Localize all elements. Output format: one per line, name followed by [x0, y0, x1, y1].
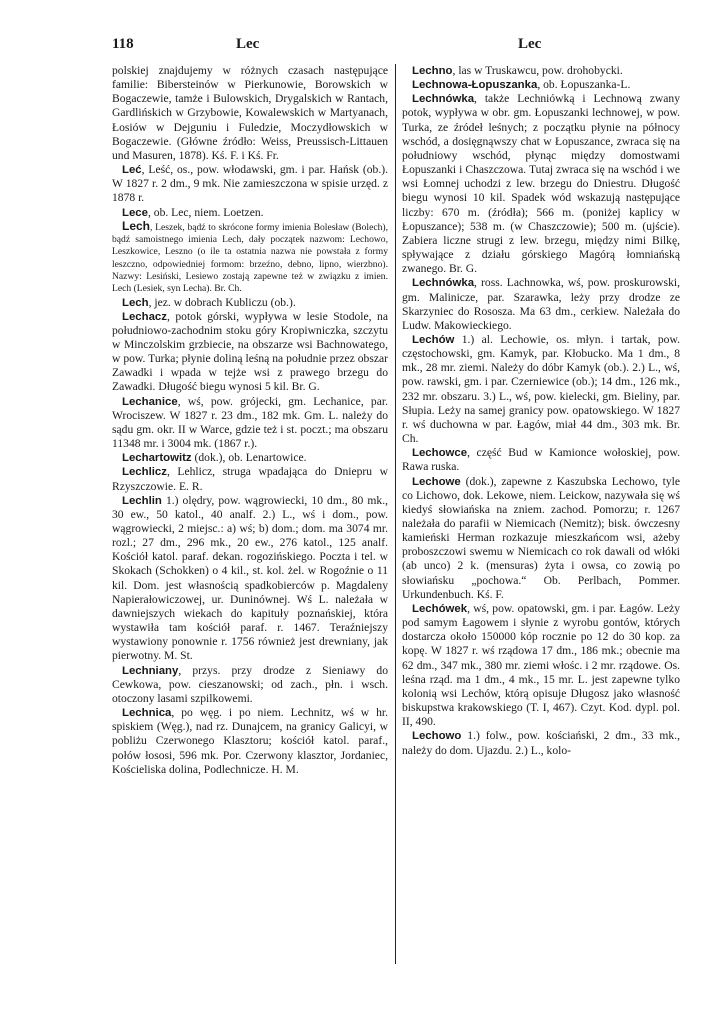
entry-headword: Lechnowa-Łopuszanka: [412, 79, 538, 92]
dictionary-entry: [402, 602, 680, 729]
entry-headword: Lechów: [412, 333, 455, 346]
dictionary-entry: [112, 494, 388, 664]
entry-text: , Lehlicz, struga wpadająca do Dniepru w Rzyszczowie. E. R.: [112, 465, 388, 493]
dictionary-entry: [112, 664, 388, 706]
entry-text: , po węg. i po niem. Lechnitz, wś w hr. spiskiem (Węg.), nad rz. Dunajcem, na granicy Galicyi, w pobliżu Czerwonego Klasztoru; kościół katol. paraf., połów łososi, 596 mk. Por. Czerwony klasztor, Jordaniec, Kościeliska dolina, Podlechnicze. H. M.: [112, 706, 388, 776]
dictionary-entry: [402, 276, 680, 333]
entry-text: , część Bud w Kamionce wołoskiej, pow. Rawa ruska.: [402, 446, 680, 474]
entry-text: , Leść, os., pow. włodawski, gm. i par. Hańsk (ob.). W 1827 r. 2 dm., 9 mk. Nie zamieszczona w spisie urzęd. z 1878 r.: [112, 163, 388, 205]
entry-text: polskiej znajdujemy w różnych czasach następujące familie: Bibersteinów w Pierkunowie, Borowskich w Bogaczewie, tamże i Bulowskich, Drygalskich w Rantach, Gardlińskich w Grzybowie, Kowalewskich w Martyanach, Łosiów w Dejguniu i Fuledzie, Moczydłowskich w Bogaczewie. (Główne źródło: Weiss, Preussisch-Littauen und Masuren, 1878). Kś. F. i Kś. Fr.: [112, 64, 388, 162]
entry-headword: Lechartowitz: [122, 452, 192, 465]
dictionary-entry: [402, 446, 680, 474]
dictionary-entry: [112, 706, 388, 777]
entry-headword: Lech: [122, 218, 151, 233]
entry-headword: Lechacz: [122, 310, 167, 323]
entry-text: , także Lechniówką i Lechnową zwany potok, wypływa w obr. gm. Łopuszanki lechnowej, w pow. Turka, ze źródeł leśnych; z początku płynie na północy wschód, a dosięgnąwszy chat w Łopuszance, zwraca się na południowy wschód, płynąc między domostwami Łopuszanki i Chaszczowa. Tutaj zwraca się na wschód i we wsi Łomnej uchodzi z lew. brzegu do Dniestru. Długość biegu wynosi 10 kil. Spadek wód wskazują następujące liczby: 670 m. (źródła); 566 m. (poniżej kaplicy w Łopuszance); 538 m. (w Chaszczowie); 500 m. (ujście). Zabiera liczne strugi z lew. brzegu, między nimi Bilkę, spływające z działu górskiego Magórą łomniańską zwanego. Br. G.: [402, 92, 680, 276]
entry-text: (dok.), zapewne z Kaszubska Lechowo, tyle co Lichowo, dok. Lekowe, niem. Leickow, nazywała się wś kiedyś słowiańska na zniem. zachod. Pomorzu; r. 1267 należała do parafii w Niemicach (Nemitz); bisk. ówczesny kamieński Herman rozkazuje mieszkańcom wsi, ażeby proboszczowi swemu w Niemicach co rok dawali od włóki (ab unco) 2 k. (mensuras) żyta i owsa, co zowią po słowiańsku „pochowa.“ Ob. Perlbach, Pommer. Urkundenbuch. Kś. F.: [402, 474, 680, 601]
entry-text: , przys. przy drodze z Sieniawy do Cewkowa, pow. cieszanowski; od zach., płn. i wsch. otoczony lasami szpilkowemi.: [112, 663, 388, 705]
entry-text: , ob. Lec, niem. Loetzen.: [147, 205, 264, 219]
dictionary-entry: [402, 92, 680, 276]
left-column: [112, 64, 388, 777]
entry-headword: Lechniany: [122, 664, 179, 677]
entry-headword: Lece: [122, 206, 148, 219]
dictionary-entry: [402, 64, 680, 78]
entry-headword: Lechanice: [122, 395, 178, 408]
entry-headword: Lechowce: [412, 447, 468, 460]
entry-text: 1.) olędry, pow. wągrowiecki, 10 dm., 80 mk., 30 ew., 50 katol., 40 analf. 2.) L., wś i dom., pow. wągrowiecki, 2 miejsc.: a) wś; b) dom.; dom. ma 3074 mr. rozl.; 27 dm., 296 mk., 20 ew., 276 katol., 125 analf. Kościół katol. paraf. dekan. rogozińskiego. Poczta i tel. w Skokach (Schokken) o 4 kil., st. kol. żel. w Rogoźnie o 11 kil. Dom. jest własnością spadkobierców p. Magdaleny Napierałowiczowej, ur. Duninównej. Wś L. należała w dawniejszych wiekach do kapituły poznańskiej, która wystawiła tam kościół paraf. r. 1467. Teraźniejszy wystawiony ponownie r. 1756 również jest drewniany, jak pierwotny. M. St.: [112, 493, 388, 663]
entry-text: , wś, pow. opatowski, gm. i par. Łagów. Leży pod samym Łagowem i słynie z wyrobu gontów, których dostarcza około 150000 kóp rocznie po 12 do 30 kop. za kopę. W 1827 r. wś rządowa 17 dm., 186 mk.; obecnie ma 62 dm., 347 mk., 380 mr. ziemi włośc. i 2 mr. rządowe. Os. leśna rząd. ma 1 dm., 4 mk., 15 mr. L. jest zapewne tylko kolonią wsi Lechów, którą opisuje Długosz jako własność biskupstwa krakowskiego (T. I, 467). Czyt. Kod. dypl. pol. II, 490.: [402, 601, 680, 729]
dictionary-entry: [402, 729, 680, 757]
entry-headword: Lechnica: [122, 707, 172, 720]
entry-headword: Lechowe: [412, 475, 461, 488]
entry-headword: Leć: [122, 164, 142, 177]
entry-text: , las w Truskawcu, pow. drohobycki.: [452, 64, 623, 77]
dictionary-entry: [112, 465, 388, 493]
entry-headword: Lech: [122, 296, 149, 309]
entry-text: , jez. w dobrach Kubliczu (ob.).: [148, 295, 296, 309]
entry-text: , Leszek, bądź to skrócone formy imienia Bolesław (Bolech), bądź samoistnego imienia Lech, dały początek nazwom: Lechowo, Leszkowice, Leszno (o ile ta ostatnia nazwa nie powstała z formy leszczno, odpowiedniej formom: brzeźno, debno, lipno, wierzbno). Nazwy: Lesiński, Lesiewo zostają zapewne też w związku z imien. Lech (Lesiek, syn Lecha). Br. Ch.: [112, 221, 388, 295]
entry-headword: Lechlin: [122, 494, 162, 507]
entry-headword: Lechówek: [412, 602, 468, 615]
dictionary-entry: [112, 206, 388, 220]
entry-text: , ob. Łopuszanka-L.: [537, 78, 631, 92]
entry-text: , ross. Lachnowka, wś, pow. proskurowski, gm. Malinicze, par. Szarawka, leży przy drodze ze Skarzyniec do Rososza. Ma 63 dm., cerkiew. Należała do Ludw. Makowieckiego.: [402, 276, 680, 332]
dictionary-entry: [112, 220, 388, 296]
dictionary-entry: [112, 163, 388, 205]
dictionary-entry: [112, 310, 388, 395]
entry-headword: Lechnówka: [412, 277, 475, 290]
running-title-right: Lec: [518, 36, 542, 52]
dictionary-entry: [112, 451, 388, 465]
entry-text: , wś, pow. grójecki, gm. Lechanice, par. Wrociszew. W 1827 r. 23 dm., 182 mk. Gm. L. należy do sądu gm. okr. II w Warce, gdzie też i st. poczt.; ma obszaru 11348 mr. i 3004 mk. (1867 r.).: [112, 394, 388, 451]
entry-headword: Lechno: [412, 65, 453, 77]
dictionary-entry: [402, 475, 680, 602]
dictionary-entry: [402, 333, 680, 446]
dictionary-entry: [112, 296, 388, 310]
dictionary-entry: [112, 64, 388, 163]
entry-headword: Lechlicz: [122, 466, 167, 479]
entry-text: 1.) al. Lechowie, os. młyn. i tartak, pow. częstochowski, gm. Kamyk, par. Kłobucko. Ma 1 dm., 8 mk., 28 mr. ziemi. Należy do dóbr Kamyk (ob.). 2.) L., wś, pow. rawski, gm. i par. Czerniewice (ob.); 14 dm., 126 mk., 232 mr. obszaru. 3.) L., wś, pow. kielecki, gm. Bieliny, par. Słupia. Leży na samej granicy pow. opatowskiego. W 1827 r. wś duchowna w par. Łagów, miał 44 dm., 303 mk. Br. Ch.: [402, 332, 680, 446]
page-number: 118: [112, 36, 134, 52]
entry-headword: Lechnówka: [412, 93, 475, 106]
running-title-left: Lec: [236, 36, 260, 52]
entry-text: 1.) folw., pow. kościański, 2 dm., 33 mk., należy do dom. Ujazdu. 2.) L., kolo-: [402, 729, 680, 757]
dictionary-entry: [402, 78, 680, 92]
column-divider: [395, 64, 396, 964]
entry-headword: Lechowo: [412, 730, 462, 743]
dictionary-entry: [112, 395, 388, 452]
entry-text: (dok.), ob. Lenartowice.: [191, 451, 307, 465]
right-column: [402, 64, 680, 758]
entry-text: , potok górski, wypływa w lesie Stodole, na południowo-zachodnim stoku góry Kropiwniczka, szczytu w Minczolskim grzbiecie, na obszarze wsi Bachnowatego, w pow. Turka; płynie doliną leśną na południe przez obszar Zawadki i wpada w tejże wsi z prawego brzegu do Zawadki. Długość biegu wynosi 5 kil. Br. G.: [112, 309, 388, 394]
